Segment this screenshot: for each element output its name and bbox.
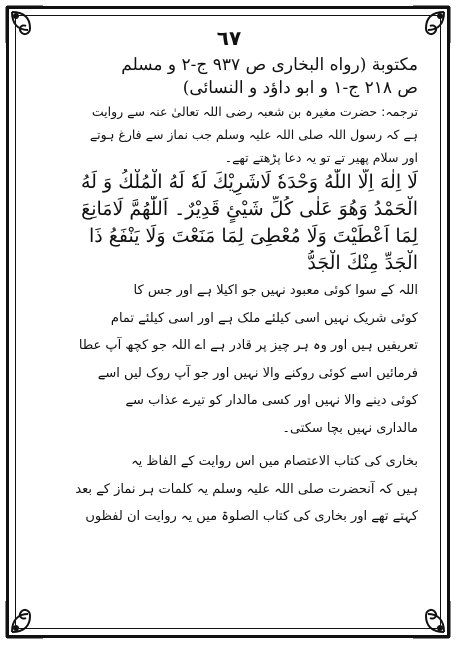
reference-line: ص ٢١٨ ج-١ و ابو داؤد و النسائی) xyxy=(182,78,418,98)
dua-line: الْجَدِّ مِنْكَ الْجَدُّ xyxy=(307,252,418,274)
page-number: ٦٧ xyxy=(216,26,242,50)
translation-line: ہے کہ رسول اللہ صلی اللہ علیہ وسلم جب نماز سے فارغ ہوتے xyxy=(89,127,418,142)
meaning-line: کوئی دینے والا نہیں اور کسی مالدار کو تیرے عذاب سے xyxy=(125,393,418,408)
translation-line: اور سلام پھیر تے تو یہ دعا پڑھتے تھے۔ xyxy=(224,150,418,165)
translation-intro xyxy=(40,100,418,169)
dua-line: لِمَا اَعْطَیْتَ وَلَا مُعْطِیَ لِمَا مَنَعْتَ وَلَا یَنْفَعُ ذَا xyxy=(88,225,418,247)
note-line: ہیں کہ آنحضرت صلی اللہ علیہ وسلم یہ کلمات ہر نماز کے بعد xyxy=(75,481,418,497)
meaning-line: کوئی شریک نہیں اسی کیلئے ملک ہے اور اسی کیلئے تمام xyxy=(110,310,418,326)
dua-meaning xyxy=(40,277,418,442)
meaning-line: فرمائیں اسے کوئی روکنے والا نہیں اور جو آپ روک لیں اسے xyxy=(97,365,418,381)
dua-text xyxy=(40,169,418,277)
dua-line: الْحَمْدُ وَهُوَ عَلٰی كُلِّ شَيْئٍ قَدِیْرٌ۔ اَللّٰهُمَّ لَامَانِعَ xyxy=(81,198,418,220)
page-content xyxy=(40,26,418,626)
bukhari-note xyxy=(40,448,418,531)
meaning-line: مالداری نہیں بچا سکتی۔ xyxy=(282,420,418,436)
note-line: کہتے تھے اور بخاری کی کتاب الصلوۃ میں یہ روایت ان لفظوں xyxy=(85,509,418,524)
meaning-line: اللہ کے سوا کوئی معبود نہیں جو اکیلا ہے اور جس کا xyxy=(133,283,418,298)
meaning-line: تعریفیں ہیں اور وہ ہر چیز پر قادر ہے اے اللہ جو کچھ آپ عطا xyxy=(78,338,418,353)
hadith-reference xyxy=(40,54,418,100)
note-line: بخاری کی کتاب الاعتصام میں اس روایت کے الفاظ یہ xyxy=(131,454,418,469)
reference-line: مکتوبة (رواه البخاری ص ٩٣٧ ج-٢ و مسلم xyxy=(121,55,418,75)
translation-line: ترجمہ: حضرت مغیرہ بن شعبہ رضی اللہ تعالیٰ عنہ سے روایت xyxy=(91,104,418,119)
dua-line: لَا اِلٰهَ اِلَّا اللّٰهُ وَحْدَهٗ لَاشَرِیْكَ لَهٗ لَهُ الْمُلْكُ وَ لَهُ xyxy=(81,171,418,193)
